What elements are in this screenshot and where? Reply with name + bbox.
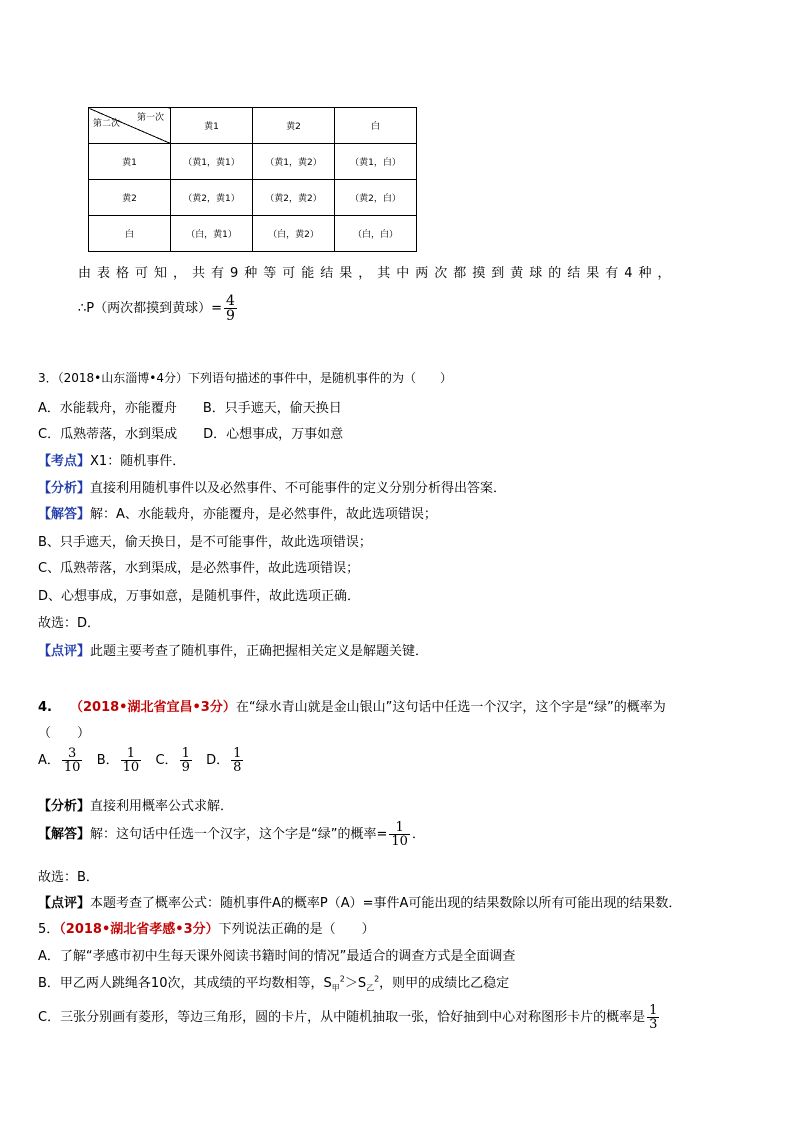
q4-number: 4. (38, 700, 52, 715)
fenxi-tag: 【分析】 (38, 799, 91, 814)
q4-option-a (38, 746, 84, 775)
table-cell: （黄1，黄1） (171, 144, 253, 180)
q3-options-cd: C．瓜熟蒂落，水到渠成 D．心想事成，万事如意 (38, 427, 344, 442)
frac-den: 8 (233, 760, 242, 775)
frac-num: 1 (233, 746, 242, 761)
jieda-text: 解：这句话中任选一个汉字，这个字是“绿”的概率= (90, 827, 388, 842)
frac-num: 1 (181, 746, 190, 761)
q5-stem: 下列说法正确的是（ ） (218, 922, 375, 937)
frac-den: 10 (391, 834, 408, 849)
table-row (89, 144, 417, 180)
q5-option-c (38, 1004, 661, 1031)
q4-option-b (96, 746, 143, 775)
row-header: 白 (89, 216, 171, 252)
q3-choose: 故选：D． (38, 616, 101, 631)
q4-dianping (38, 892, 681, 911)
table-cell: （黄1，白） (335, 144, 417, 180)
frac-den: 10 (122, 760, 140, 775)
q5-option-b (38, 972, 509, 994)
kaodian-text: X1：随机事件． (90, 454, 186, 469)
option-label: D． (206, 753, 230, 768)
prob-text: ∴P（两次都摸到黄球）= (78, 301, 223, 316)
q3-line-b: B、只手遮天，偷天换日，是不可能事件，故此选项错误； (38, 535, 372, 550)
opt-b-part2: ＞S (344, 976, 367, 991)
frac-den: 9 (181, 760, 190, 775)
row-header: 黄2 (89, 180, 171, 216)
option-label: C． (155, 753, 178, 768)
dianping-tag: 【点评】 (38, 896, 91, 911)
dianping-text: 此题主要考查了随机事件，正确把握相关定义是解题关键． (90, 644, 429, 659)
prob-den: 9 (226, 308, 235, 324)
q4-option-c (155, 746, 193, 775)
option-fraction (62, 747, 83, 774)
dianping-tag: 【点评】 (38, 644, 91, 659)
opt-b-sub2: 乙 (366, 983, 375, 993)
q4-options (38, 747, 245, 774)
prob-num: 4 (226, 293, 235, 309)
table-cell: （黄2，黄1） (171, 180, 253, 216)
frac-num: 3 (68, 746, 77, 761)
jieda-tag: 【解答】 (38, 507, 91, 522)
prob-line (78, 294, 239, 323)
q4-choose: 故选：B． (38, 870, 99, 885)
q3-line-d: D、心想事成，万事如意，是随机事件，故此选项正确． (38, 589, 361, 604)
q3-kaodian (38, 450, 185, 469)
opt-b-sub1: 甲 (331, 983, 340, 993)
table-cell: （白，黄1） (171, 216, 253, 252)
option-fraction (121, 747, 142, 774)
option-label: A． (38, 753, 60, 768)
opt-b-sup1: 2 (339, 974, 345, 984)
col-header: 白 (335, 108, 417, 144)
jieda-end: ． (411, 827, 425, 842)
row-header: 黄1 (89, 144, 171, 180)
col-header: 黄2 (253, 108, 335, 144)
kaodian-tag: 【考点】 (38, 454, 91, 469)
option-label: B． (96, 753, 119, 768)
q4-head (38, 696, 666, 715)
corner-bottom: 第二次 (93, 119, 121, 129)
q5-head (38, 918, 375, 937)
table-cell: （黄2，黄2） (253, 180, 335, 216)
q5-source: （2018•湖北省孝感•3分） (59, 922, 219, 937)
table-row (89, 216, 417, 252)
jieda-fraction (389, 821, 410, 848)
opt-b-part3: ，则甲的成绩比乙稳定 (379, 976, 510, 991)
outcome-table (88, 107, 417, 252)
dianping-text: 本题考查了概率公式：随机事件A的概率P（A）=事件A可能出现的结果数除以所有可能出现的结果数． (90, 896, 682, 911)
fenxi-text: 直接利用概率公式求解． (90, 799, 234, 814)
q4-fenxi (38, 795, 233, 814)
q4-jieda (38, 821, 425, 848)
prob-fraction (224, 294, 237, 323)
frac-num: 1 (649, 1003, 658, 1018)
opt-c-text: C．三张分别画有菱形，等边三角形，圆的卡片，从中随机抽取一张，恰好抽到中心对称图形卡片的概率是 (38, 1010, 646, 1025)
q3-options-ab: A．水能载舟，亦能覆舟 B．只手遮天，偷天换日 (38, 401, 342, 416)
q5-option-a: A．了解“孝感市初中生每天课外阅读书籍时间的情况”最适合的调查方式是全面调查 (38, 949, 516, 964)
fenxi-text: 直接利用随机事件以及必然事件、不可能事件的定义分别分析得出答案． (90, 481, 507, 496)
q4-option-d (206, 746, 245, 775)
table-corner (89, 108, 171, 144)
q3-line-c: C、瓜熟蒂落，水到渠成，是必然事件，故此选项错误； (38, 561, 360, 576)
q4-stem: 在“绿水青山就是金山银山”这句话中任选一个汉字，这个字是“绿”的概率为 (235, 700, 666, 715)
jieda-tag: 【解答】 (38, 827, 91, 842)
table-cell: （白，白） (335, 216, 417, 252)
option-fraction (180, 747, 192, 774)
opt-b-part1: B．甲乙两人跳绳各10次，其成绩的平均数相等，S (38, 976, 332, 991)
intro-line: 由表格可知，共有9种等可能结果，其中两次都摸到黄球的结果有4种， (78, 266, 677, 281)
q4-source: （2018•湖北省宜昌•3分） (69, 700, 236, 715)
frac-num: 1 (126, 746, 136, 761)
frac-den: 3 (649, 1017, 658, 1032)
q3-dianping (38, 640, 428, 659)
q3-head: 3．（2018•山东淄博•4分）下列语句描述的事件中，是随机事件的为（ ） (38, 371, 452, 385)
opt-c-fraction (647, 1004, 659, 1031)
frac-num: 1 (395, 820, 404, 835)
option-fraction (231, 747, 243, 774)
table-cell: （白，黄2） (253, 216, 335, 252)
q3-jieda (38, 503, 437, 522)
opt-b-sup2: 2 (374, 974, 380, 984)
col-header: 黄1 (171, 108, 253, 144)
corner-top: 第一次 (136, 113, 164, 123)
jieda-text: 解：A、水能载舟，亦能覆舟，是必然事件，故此选项错误； (90, 507, 437, 522)
table-cell: （黄1，黄2） (253, 144, 335, 180)
q5-number: 5． (38, 922, 60, 937)
table-cell: （黄2，白） (335, 180, 417, 216)
q3-fenxi (38, 477, 506, 496)
fenxi-tag: 【分析】 (38, 481, 91, 496)
table-row (89, 180, 417, 216)
q4-paren: （ ） (38, 726, 91, 741)
frac-den: 10 (63, 760, 81, 775)
